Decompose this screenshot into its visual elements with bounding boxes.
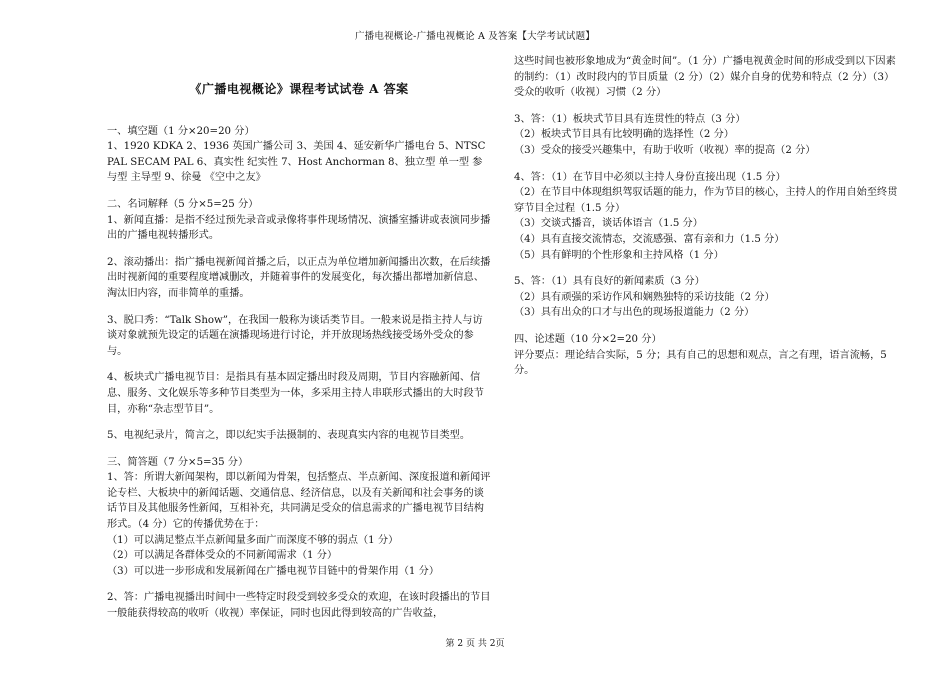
answer-text: 评分要点：理论结合实际，5 分；具有自己的思想和观点，言之有理，语言流畅，5 分。 [514,349,887,377]
answer-text: 5、电视纪录片，简言之，即以纪实手法摄制的、表现真实内容的电视节目类型。 [107,430,471,442]
section-heading: 三、简答题（7 分×5=35 分） [107,456,249,468]
answer-item: （3）可以进一步形成和发展新闻在广播电视节目链中的骨架作用（1 分） [107,565,440,577]
right-column [514,54,900,379]
answer-text: 1、答：所谓大新闻架构，即以新闻为骨架，包括整点、半点新闻、深度报道和新闻评论专栏、大板块中的新闻话题、交通信息、经济信息，以及有关新闻和社会事务的谈话节目及其他服务性新闻，互相补充，共同满足受众的信息需求的广播电视节目结构形式。（4 分）它的传播优势在于： [107,472,491,531]
section-heading: 四、论述题（10 分×2=20 分） [514,333,662,345]
answer-item: （4）具有直接交流情态，交流感强、富有亲和力（1.5 分） [514,233,785,245]
answer-5 [514,274,900,321]
page-footer: 第 2 页 共 2页 [445,639,505,649]
answer-item: （2）板块式节目具有比较明确的选择性（2 分） [514,129,734,141]
section-short-answer [107,455,491,580]
section-essay [514,332,900,379]
answer-text: 2、滚动播出：指广播电视新闻首播之后，以正点为单位增加新闻播出次数，在后续播出时视新闻的重要程度增减删改，并随着事件的发展变化，每次播出都增加新信息、淘汰旧内容，而非简单的重播。 [107,256,491,299]
left-column [107,82,491,622]
answer-item: （3）具有出众的口才与出色的现场报道能力（2 分） [514,307,755,319]
section-heading: 二、名词解释（5 分×5=25 分） [107,198,259,210]
section-heading: 一、填空题（1 分×20=20 分） [107,125,255,137]
exam-title: 《广播电视概论》课程考试试卷 A 答案 [189,82,409,96]
answer-item: （3）受众的接受兴趣集中，有助于收听（收视）率的提高（2 分） [514,144,816,156]
answer-text: 1、新闻直播：是指不经过预先录音或录像将事件现场情况、演播室播讲或表演同步播出的广播电视转播形式。 [107,214,491,242]
answer-text: 3、脱口秀：“Talk Show”，在我国一般称为谈话类节目。一般来说是指主持人与访谈对象就预先设定的话题在演播现场进行讨论，并开放现场热线接受场外受众的参与。 [107,314,483,357]
answer-item: 5、答：（1）具有良好的新闻素质（3 分） [514,276,705,288]
section-terms [107,197,491,244]
answer-item: （2）可以满足各群体受众的不同新闻需求（1 分） [107,550,338,562]
answer-item: （3）交谈式播音，谈话体语言（1.5 分） [514,218,703,230]
answer-item: （2）具有顽强的采访作风和娴熟独特的采访技能（2 分） [514,291,775,303]
answer-text: 4、板块式广播电视节目：是指具有基本固定播出时段及周期，节目内容融新闻、信息、服务、文化娱乐等多种节目类型为一体，多采用主持人串联形式播出的大时段节目，亦称“杂志型节目”。 [107,372,484,415]
answer-item: 4、答：（1）在节目中必须以主持人身份直接出现（1.5 分） [514,171,786,183]
answer-3 [514,112,900,159]
answer-text: 2、答：广播电视播出时间中一些特定时段受到较多受众的欢迎，在该时段播出的节目一般能获得较高的收听（收视）率保证，同时也因此得到较高的广告收益， [107,592,491,620]
page-header: 广播电视概论-广播电视概论 A 及答案【大学考试试题】 [354,31,595,42]
answer-item: （2）在节目中体现组织驾驭话题的能力，作为节目的核心，主持人的作用自始至终贯穿节目全过程（1.5 分） [514,187,898,214]
answer-item: （1）可以满足整点半点新闻量多面广而深度不够的弱点（1 分） [107,534,399,546]
section-fill-in [107,124,491,186]
answer-4 [514,170,900,264]
answer-item: （5）具有鲜明的个性形象和主持风格（1 分） [514,249,724,261]
answer-text: 这些时间也被形象地成为“黄金时间”。（1 分）广播电视黄金时间的形成受到以下因素的制约：（1）改时段内的节目质量（2 分）（2）媒介自身的优势和特点（2 分）（3）受众的收听（收视）习惯（2 分） [514,56,896,99]
answer-text: 1、1920 KDKA 2、1936 英国广播公司 3、美国 4、延安新华广播电台 5、NTSC PAL SECAM PAL 6、真实性 纪实性 7、Host Anchorman 8、独立型 单一型 参与型 主导型 9、徐曼 《空中之友》 [107,141,486,184]
answer-item: 3、答：（1）板块式节目具有连贯性的特点（3 分） [514,113,746,125]
